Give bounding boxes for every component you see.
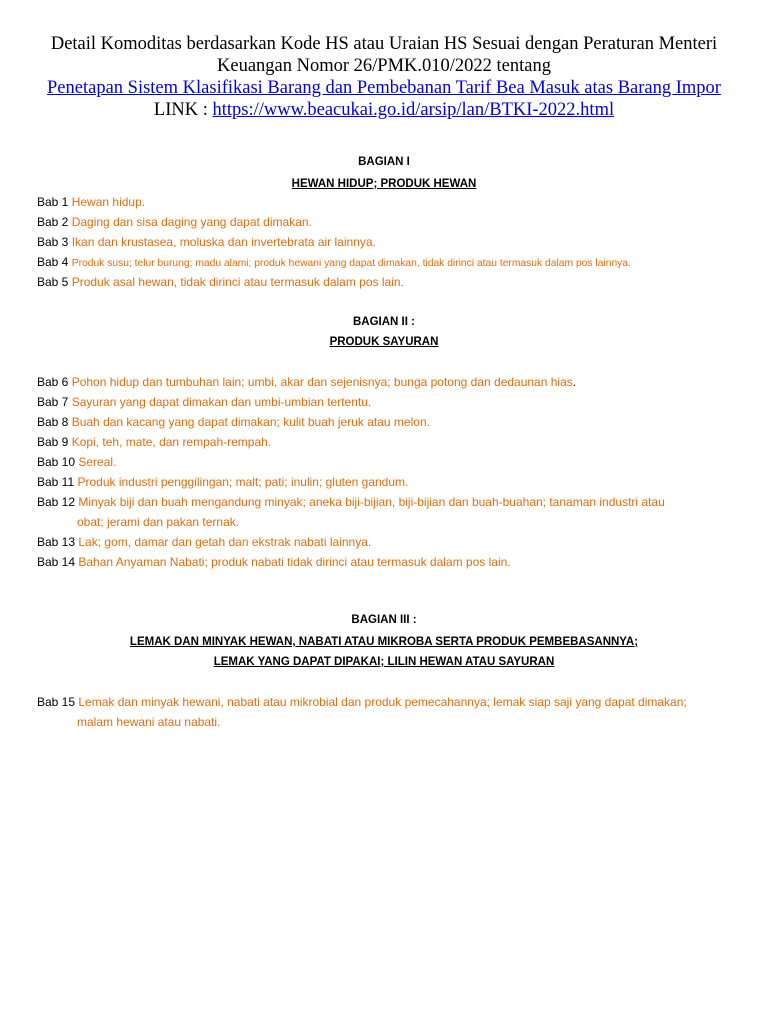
bab-3: Bab 3 Ikan dan krustasea, moluska dan invertebrata air lainnya. [37, 235, 376, 249]
bab-12: Bab 12 Minyak biji dan buah mengandung minyak; aneka biji-bijian, biji-bijian dan buah-buahan; tanaman industri atau obat; jerami dan pakan ternak. [37, 495, 665, 529]
bagian-1-subtitle: HEWAN HIDUP; PRODUK HEWAN [291, 178, 477, 190]
bagian-2-subtitle: PRODUK SAYURAN [329, 336, 439, 348]
source-url-link[interactable]: https://www.beacukai.go.id/arsip/lan/BTKI-2022.html [212, 100, 615, 120]
bab-15: Bab 15 Lemak dan minyak hewani, nabati atau mikrobial dan produk pemecahannya; lemak siap saji yang dapat dimakan; malam hewani atau nabati. [37, 695, 687, 729]
document-header [20, 33, 748, 121]
bab-1: Bab 1 Hewan hidup. [37, 195, 146, 209]
bab-5: Bab 5 Produk asal hewan, tidak dirinci atau termasuk dalam pos lain. [37, 275, 404, 289]
bagian-3-title: BAGIAN III : [351, 614, 417, 626]
bab-11: Bab 11 Produk industri penggilingan; malt; pati; inulin; gluten gandum. [37, 475, 409, 489]
bab-8: Bab 8 Buah dan kacang yang dapat dimakan; kulit buah jeruk atau melon. [37, 415, 430, 429]
link-label: LINK : [153, 100, 213, 120]
bab-6: Bab 6 Pohon hidup dan tumbuhan lain; umbi, akar dan sejenisnya; bunga potong dan dedaunan hias. [37, 375, 577, 389]
bab-14: Bab 14 Bahan Anyaman Nabati; produk nabati tidak dirinci atau termasuk dalam pos lain. [37, 555, 511, 569]
bab-2: Bab 2 Daging dan sisa daging yang dapat dimakan. [37, 215, 312, 229]
bab-13: Bab 13 Lak; gom, damar dan getah dan ekstrak nabati lainnya. [37, 535, 372, 549]
bagian-1-title: BAGIAN I [358, 156, 410, 168]
bab-10: Bab 10 Sereal. [37, 455, 117, 469]
bab-4: Bab 4 Produk susu; telur burung; madu alami; produk hewani yang dapat dimakan, tidak dirinci atau termasuk dalam pos lainnya. [37, 255, 631, 269]
bab-7: Bab 7 Sayuran yang dapat dimakan dan umbi-umbian tertentu. [37, 395, 372, 409]
header-line-2: Keuangan Nomor 26/PMK.010/2022 tentang [217, 56, 551, 76]
bagian-3-subtitle-1: LEMAK DAN MINYAK HEWAN, NABATI ATAU MIKROBA SERTA PRODUK PEMBEBASANNYA; [129, 636, 639, 648]
bab-9: Bab 9 Kopi, teh, mate, dan rempah-rempah. [37, 435, 272, 449]
bagian-3-subtitle-2: LEMAK YANG DAPAT DIPAKAI; LILIN HEWAN ATAU SAYURAN [213, 656, 555, 668]
bagian-2-title: BAGIAN II : [353, 316, 415, 328]
regulation-title-link[interactable]: Penetapan Sistem Klasifikasi Barang dan Pembebanan Tarif Bea Masuk atas Barang Impor [47, 78, 721, 98]
header-line-1: Detail Komoditas berdasarkan Kode HS atau Uraian HS Sesuai dengan Peraturan Menteri [50, 34, 718, 54]
